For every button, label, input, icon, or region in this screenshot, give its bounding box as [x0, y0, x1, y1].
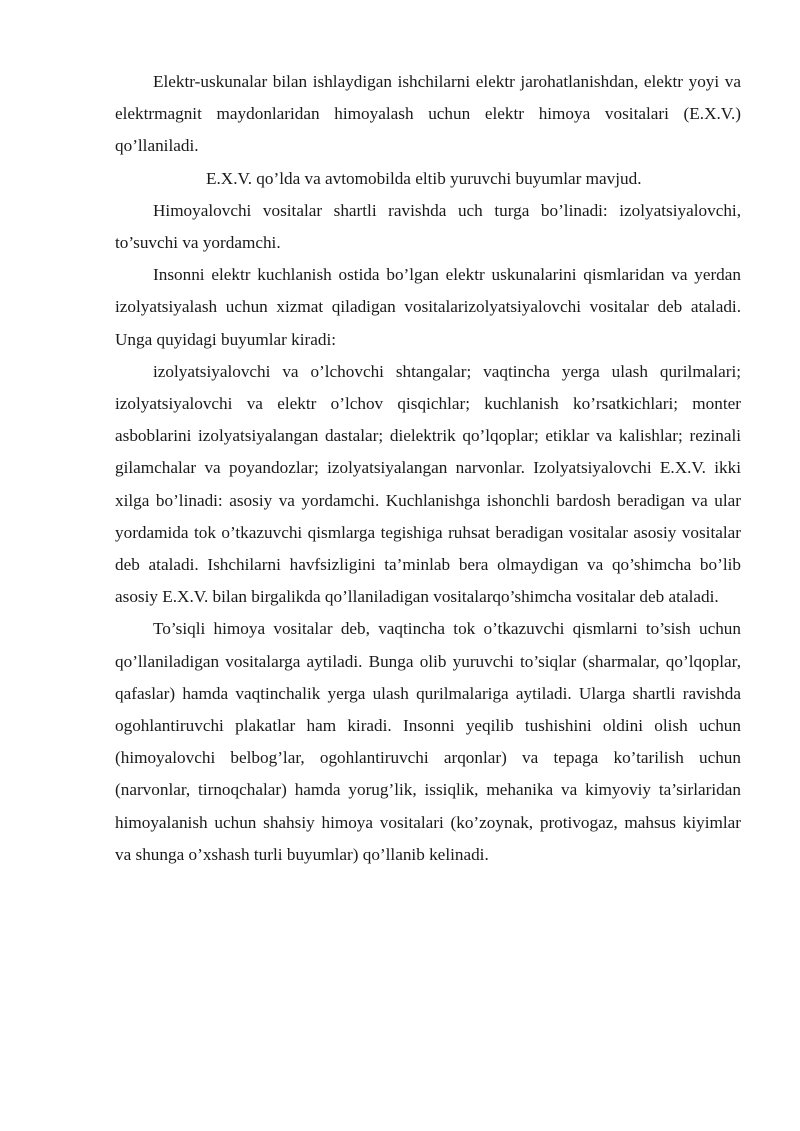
- paragraph-exv-types: E.X.V. qo’lda va avtomobilda eltib yuruvchi buyumlar mavjud.: [206, 168, 642, 188]
- paragraph-classification: Himoyalovchi vositalar shartli ravishda uch turga bo’linadi: izolyatsiyalovchi, to’suvchi va yordamchi.: [115, 200, 741, 253]
- paragraph-insulating-definition: Insonni elektr kuchlanish ostida bo’lgan elektr uskunalarini qismlaridan va yerdan izolyatsiyalash uchun xizmat qiladigan vositalarizolyatsiyalovchi vositalar deb ataladi. Unga quyidagi buyumlar kiradi:: [115, 265, 741, 349]
- paragraph-insulating-items: izolyatsiyalovchi va o’lchovchi shtangalar; vaqtincha yerga ulash qurilmalari; izolyatsiyalovchi va elektr o’lchov qisqichlar; kuchlanish ko’rsatkichlari; monter asboblarini izolyatsiyalangan dastalar; dielektrik qo’lqoplar; etiklar va kalishlar; rezinali gilamchalar va poyandozlar; izolyatsiyalangan narvonlar. Izolyatsiyalovchi E.X.V. ikki xilga bo’linadi: asosiy va yordamchi. Kuchlanishga ishonchli bardosh beradigan va ular yordamida tok o’tkazuvchi qismlarga tegishiga ruhsat beradigan vositalar asosiy vositalar deb ataladi. Ishchilarni havfsizligini ta’minlab bera olmaydigan va qo’shimcha bo’lib asosiy E.X.V. bilan birgalikda qo’llaniladigan vositalarqo’shimcha vositalar deb ataladi.: [115, 361, 741, 607]
- paragraph-barrier-means: To’siqli himoya vositalar deb, vaqtincha tok o’tkazuvchi qismlarni to’sish uchun qo’llaniladigan vositalarga aytiladi. Bunga olib yuruvchi to’siqlar (sharmalar, qo’lqoplar, qafaslar) hamda vaqtinchalik yerga ulash qurilmalariga aytiladi. Ularga shartli ravishda ogohlantiruvchi plakatlar ham kiradi. Insonni yeqilib tushishini oldini olish uchun (himoyalovchi belbog’lar, ogohlantiruvchi arqonlar) va tepaga ko’tarilish uchun (narvonlar, tirnoqchalar) hamda yorug’lik, issiqlik, mehanika va kimyoviy ta’sirlaridan himoyalanish uchun shahsiy himoya vositalari (ko’zoynak, protivogaz, mahsus kiyimlar va shunga o’xshash turli buyumlar) qo’llanib kelinadi.: [115, 619, 741, 864]
- document-page: [115, 66, 741, 871]
- paragraph-intro: Elektr-uskunalar bilan ishlaydigan ishchilarni elektr jarohatlanishdan, elektr yoyi va elektrmagnit maydonlaridan himoyalash uchun elektr himoya vositalari (E.X.V.) qo’llaniladi.: [115, 72, 741, 156]
